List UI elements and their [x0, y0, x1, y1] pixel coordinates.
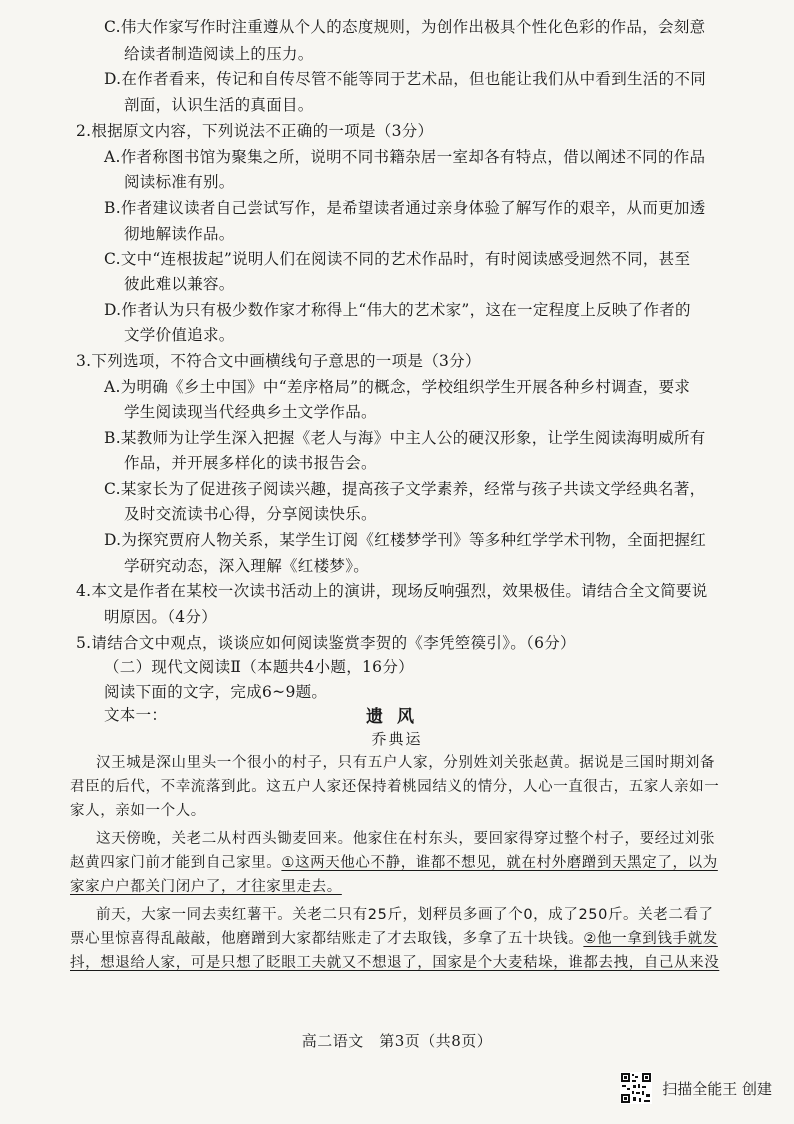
- q5-stem: 5.请结合文中观点，谈谈应如何阅读鉴赏李贺的《李凭箜篌引》。（6分）: [76, 634, 576, 652]
- q2-option-c-line2: 彼此难以兼容。: [124, 275, 235, 293]
- q4-line2: 明原因。（4分）: [104, 608, 218, 626]
- story-p2-line2: [70, 852, 718, 874]
- text-label: 文本一：: [104, 706, 168, 724]
- story-p2-line1: 这天傍晚，关老二从村西头锄麦回来。他家住在村东头，要回家得穿过整个村子，要经过刘张: [96, 831, 716, 847]
- story-p3-line2-text: 票心里惊喜得乱敲敲，他磨蹭到大家都结账走了才去取钱，多拿了五十块钱。: [70, 931, 584, 947]
- q2-option-a-line2: 阅读标准有别。: [124, 173, 235, 191]
- page-footer: 高二语文 第3页（共8页）: [301, 1032, 493, 1050]
- q3-option-d-line1: D.为探究贾府人物关系，某学生订阅《红楼梦学刊》等多种红学学术刊物，全面把握红: [104, 531, 707, 549]
- q3-option-b-line1: B.某教师为让学生深入把握《老人与海》中主人公的硬汉形象，让学生阅读海明威所有: [104, 429, 706, 447]
- q2-option-c-line1: C.文中“连根拔起”说明人们在阅读不同的艺术作品时，有时阅读感受迥然不同，甚至: [104, 250, 691, 268]
- q3-option-b-line2: 作品，并开展多样化的读书报告会。: [124, 454, 377, 472]
- q3-option-c-line2: 及时交流读书心得，分享阅读快乐。: [124, 505, 377, 523]
- q3-option-a-line1: A.为明确《乡土中国》中“差序格局”的概念，学校组织学生开展各种乡村调查，要求: [104, 378, 691, 396]
- underlined-sentence-2: ②他一拿到钱手就发: [583, 931, 718, 947]
- story-p1-line1: 汉王城是深山里头一个很小的村子，只有五户人家，分别姓刘关张赵黄。据说是三国时期刘备: [96, 755, 716, 771]
- story-p3-line1: 前天，大家一同去卖红薯干。关老二只有25斤，划秤员多画了个0，成了250斤。关老二看了: [96, 907, 714, 923]
- q2-stem: 2.根据原文内容，下列说法不正确的一项是（3分）: [76, 122, 434, 140]
- story-p1-line3: 家人，亲如一个人。: [70, 803, 206, 819]
- q1-option-c-line2: 给读者制造阅读上的压力。: [124, 45, 314, 63]
- q3-option-d-line2: 学研究动态，深入理解《红楼梦》。: [124, 557, 370, 575]
- q2-option-d-line1: D.作者认为只有极少数作家才称得上“伟大的艺术家”，这在一定程度上反映了作者的: [104, 301, 691, 319]
- story-author: 乔典运: [371, 730, 423, 748]
- section2-heading: （二）现代文阅读Ⅱ（本题共4小题，16分）: [104, 658, 414, 676]
- story-p3-line2: [70, 928, 718, 950]
- story-title: 遗风: [366, 707, 428, 727]
- watermark-text: 扫描全能王 创建: [662, 1079, 772, 1098]
- q1-option-c-line1: C.伟大作家写作时注重遵从个人的态度规则，为创作出极具个性化色彩的作品，会刻意: [104, 18, 706, 36]
- underlined-sentence-2-cont: 抖，想退给人家，可是只想了眨眼工夫就又不想退了，国家是个大麦秸垛，谁都去拽，自己从来没: [70, 955, 720, 971]
- q2-option-a-line1: A.作者称图书馆为聚集之所，说明不同书籍杂居一室却各有特点，借以阐述不同的作品: [104, 148, 706, 166]
- q1-option-d-line2: 剖面，认识生活的真面目。: [124, 96, 314, 114]
- q1-option-d-line1: D.在作者看来，传记和自传尽管不能等同于艺术品，但也能让我们从中看到生活的不同: [104, 70, 707, 88]
- q3-option-c-line1: C.某家长为了促进孩子阅读兴趣，提高孩子文学素养，经常与孩子共读文学经典名著，: [104, 480, 706, 498]
- underlined-sentence-1: ①这两天他心不静，谁都不想见，就在村外磨蹭到天黑定了，以为: [281, 855, 718, 871]
- story-p2-line2-text: 赵黄四家门前才能到自己家里。: [70, 855, 282, 871]
- q2-option-d-line2: 文学价值追求。: [124, 326, 235, 344]
- q3-stem: 3.下列选项，不符合文中画横线句子意思的一项是（3分）: [76, 352, 481, 370]
- section2-instruction: 阅读下面的文字，完成6~9题。: [104, 683, 328, 701]
- qr-code-icon: [620, 1072, 652, 1104]
- q2-option-b-line1: B.作者建议读者自己尝试写作，是希望读者通过亲身体验了解写作的艰辛，从而更加透: [104, 199, 706, 217]
- story-p1-line2: 君臣的后代，不幸流落到此。这五户人家还保持着桃园结义的情分，人心一直很古，五家人亲如一: [70, 779, 720, 795]
- q4-line1: 4.本文是作者在某校一次读书活动上的演讲，现场反响强烈，效果极佳。请结合全文简要说: [76, 582, 708, 600]
- q2-option-b-line2: 彻地解读作品。: [124, 225, 235, 243]
- scanner-watermark: [620, 1072, 772, 1104]
- q3-option-a-line2: 学生阅读现当代经典乡土文学作品。: [124, 403, 377, 421]
- underlined-sentence-1-cont: 家家户户都关门闭户了，才往家里走去。: [70, 879, 342, 895]
